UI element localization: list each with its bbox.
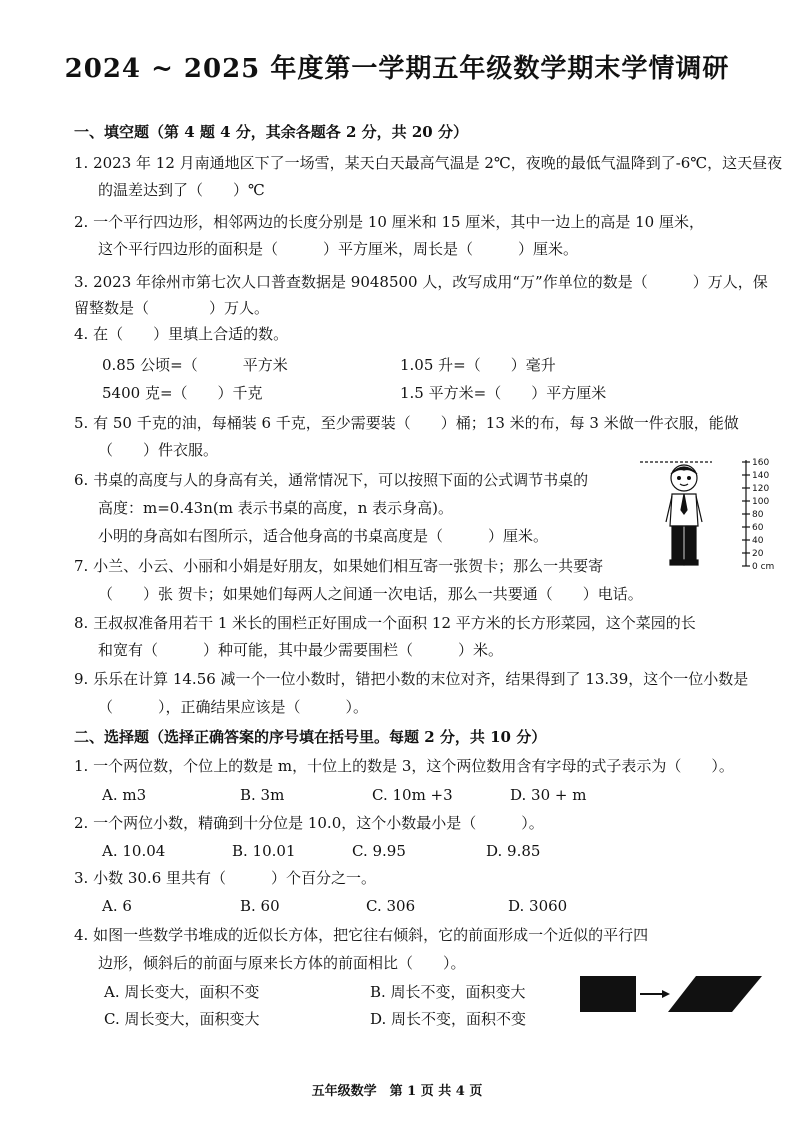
mc-q4-line-1: 4. 如图一些数学书堆成的近似长方体，把它往右倾斜，它的前面形成一个近似的平行四	[74, 926, 649, 944]
q9-line-1: 9. 乐乐在计算 14.56 减一个一位小数时，错把小数的末位对齐，结果得到了 13.39，这个一位小数是	[74, 670, 749, 688]
q2-line-2: 这个平行四边形的面积是（ ）平方厘米，周长是（ ）厘米。	[98, 240, 579, 258]
q1-line-1: 1. 2023 年 12 月南通地区下了一场雪，某天白天最高气温是 2℃，夜晚的最低气温降到了-6℃，这天昼夜	[74, 154, 783, 172]
q4-cell-4: 1.5 平方米=（ ）平方厘米	[400, 384, 607, 402]
mc-q1-option-c: C. 10m +3	[372, 786, 453, 804]
ruler-label-40: 40	[752, 536, 764, 546]
mc-q1-option-a: A. m3	[102, 786, 147, 804]
mc-q2-option-b: B. 10.01	[232, 842, 296, 860]
section-1-heading: 一、填空题（第 4 题 4 分，其余各题各 2 分，共 20 分）	[74, 123, 468, 141]
q4-intro: 4. 在（ ）里填上合适的数。	[74, 325, 289, 343]
mc-q4-line-2: 边形，倾斜后的前面与原来长方体的前面相比（ ）。	[98, 954, 466, 972]
q6-line-1: 6. 书桌的高度与人的身高有关，通常情况下，可以按照下面的公式调节书桌的	[74, 471, 589, 489]
q3-line-2: 留整数是（ ）万人。	[74, 299, 270, 317]
mc-q2-option-d: D. 9.85	[486, 842, 541, 860]
q6-line-3: 小明的身高如右图所示，适合他身高的书桌高度是（ ）厘米。	[98, 527, 549, 545]
q8-line-2: 和宽有（ ）种可能，其中最少需要围栏（ ）米。	[98, 641, 504, 659]
page-footer: 五年级数学 第 1 页 共 4 页	[311, 1084, 483, 1099]
q6-line-2: 高度：m=0.43n(m 表示书桌的高度，n 表示身高)。	[98, 499, 453, 517]
ruler-label-60: 60	[752, 523, 764, 533]
q1-line-2: 的温差达到了（ ）℃	[98, 181, 265, 199]
boy-figure	[640, 462, 712, 565]
mc-q4-option-c: C. 周长变大，面积变大	[104, 1010, 260, 1028]
ruler-label-80: 80	[752, 510, 764, 520]
book-stack-rectangle	[580, 976, 636, 1012]
mc-q2-option-c: C. 9.95	[352, 842, 406, 860]
mc-q3-option-d: D. 3060	[508, 897, 568, 915]
q9-line-2: （ ），正确结果应该是（ ）。	[98, 698, 369, 716]
ruler-label-0: 0 cm	[752, 562, 775, 572]
section-2-heading: 二、选择题（选择正确答案的序号填在括号里。每题 2 分，共 10 分）	[74, 728, 547, 746]
q5-line-1: 5. 有 50 千克的油，每桶装 6 千克，至少需要装（ ）桶；13 米的布，每 3 米做一件衣服，能做	[74, 414, 739, 432]
mc-q3-option-b: B. 60	[240, 897, 280, 915]
q7-line-2: （ ）张 贺卡；如果她们每两人之间通一次电话，那么一共要通（ ）电话。	[98, 585, 643, 603]
page-title: 2024 ~ 2025 年度第一学期五年级数学期末学情调研	[64, 54, 730, 84]
mc-q2: 2. 一个两位小数，精确到十分位是 10.0，这个小数最小是（ ）。	[74, 814, 544, 832]
ruler-label-140: 140	[752, 471, 770, 481]
ruler-label-120: 120	[752, 484, 770, 494]
q5-line-2: （ ）件衣服。	[98, 441, 219, 459]
mc-q3-option-c: C. 306	[366, 897, 416, 915]
mc-q4-option-d: D. 周长不变，面积不变	[370, 1010, 527, 1028]
ruler-label-100: 100	[752, 497, 770, 507]
mc-q1: 1. 一个两位数，个位上的数是 m，十位上的数是 3，这个两位数用含有字母的式子表示为（ ）。	[74, 757, 734, 775]
height-ruler	[742, 460, 750, 566]
arrow-head-icon	[662, 990, 670, 998]
q4-cell-2: 1.05 升=（ ）毫升	[400, 356, 556, 374]
mc-q1-option-d: D. 30 + m	[510, 786, 587, 804]
q7-line-1: 7. 小兰、小云、小丽和小娟是好朋友，如果她们相互寄一张贺卡；那么一共要寄	[74, 557, 604, 575]
height-figure	[638, 456, 780, 572]
mc-q3-option-a: A. 6	[102, 897, 132, 915]
q4-cell-3: 5400 克=（ ）千克	[102, 384, 263, 402]
mc-q2-option-a: A. 10.04	[102, 842, 166, 860]
ruler-label-160: 160	[752, 458, 770, 468]
mc-q3: 3. 小数 30.6 里共有（ ）个百分之一。	[74, 869, 377, 887]
mc-q1-option-b: B. 3m	[240, 786, 285, 804]
q3-line-1: 3. 2023 年徐州市第七次人口普查数据是 9048500 人，改写成用“万”作单位的数是（ ）万人，保	[74, 273, 768, 291]
mc-q4-option-a: A. 周长变大，面积不变	[104, 983, 260, 1001]
books-figure	[578, 972, 764, 1018]
q8-line-1: 8. 王叔叔准备用若干 1 米长的围栏正好围成一个面积 12 平方米的长方形菜园，这个菜园的长	[74, 614, 696, 632]
ruler-label-20: 20	[752, 549, 764, 559]
book-stack-parallelogram	[668, 976, 762, 1012]
q2-line-1: 2. 一个平行四边形，相邻两边的长度分别是 10 厘米和 15 厘米，其中一边上的高是 10 厘米，	[74, 213, 704, 231]
mc-q4-option-b: B. 周长不变，面积变大	[370, 983, 526, 1001]
q4-cell-1: 0.85 公顷=（ 平方米	[102, 356, 288, 374]
